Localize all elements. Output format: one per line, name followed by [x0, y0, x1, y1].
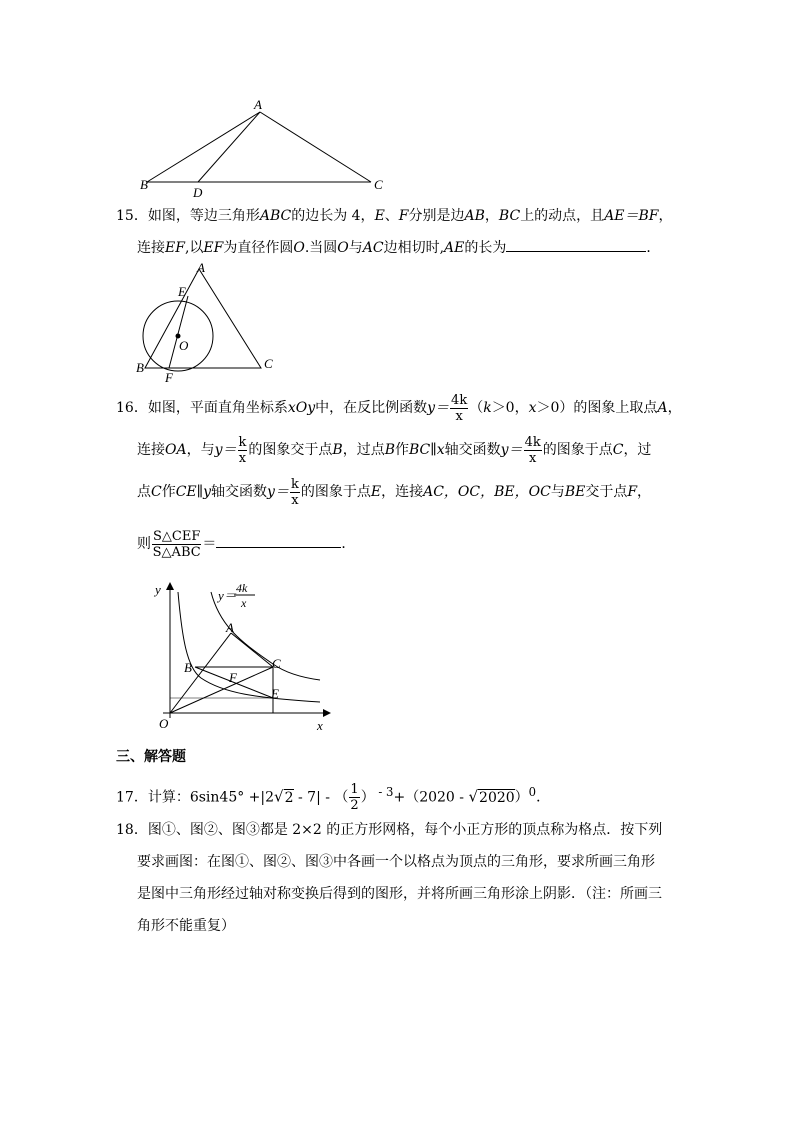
label-e: E	[178, 284, 186, 299]
segment-ac	[231, 633, 273, 667]
curve-label-num: 4k	[236, 581, 248, 595]
q16-line4: 则 $\frac{\text{S△CEF}}{\text{S△ABC}}$ ＝ ．	[137, 528, 356, 560]
q15-line1: 15．如图，等边三角形ABC的边长为 4，E、F分别是边AB，BC上的动点，且AE＝BF，	[116, 208, 673, 224]
curve-label-y: y＝	[218, 588, 237, 603]
label-c: C	[264, 356, 273, 371]
label-y-axis: y	[155, 582, 161, 597]
q17-line: 17．计算：6sin45° +|2√2 - 7| - （ $\frac{1}{2}$ ） $^{- 3}$+（2020 - √2020）$^0$．	[116, 782, 551, 814]
label-o: O	[159, 716, 169, 731]
label-b: B	[140, 177, 148, 192]
q17-number: 17．	[116, 789, 148, 806]
curve-label-den: x	[241, 596, 247, 610]
coordinate-graph-figure	[145, 578, 345, 738]
label-f: F	[229, 670, 237, 685]
label-a: A	[197, 260, 205, 275]
label-b: B	[136, 360, 144, 375]
answer-blank-16[interactable]	[216, 533, 341, 548]
q18-line3: 是图中三角形经过轴对称变换后得到的图形，并将所画三角形涂上阴影．（注：所画三	[137, 886, 662, 902]
triangle-abd-figure	[135, 95, 395, 200]
q18-line1: 18．图①、图②、图③都是 2×2 的正方形网格，每个小正方形的顶点称为格点．按下列	[116, 822, 663, 838]
circle-triangle-figure	[133, 260, 283, 385]
label-c: C	[374, 177, 383, 192]
section-heading: 三、解答题	[116, 749, 186, 765]
segment-ab	[147, 112, 260, 182]
label-d: D	[193, 185, 203, 200]
q18-number: 18．	[116, 822, 148, 838]
label-c: C	[272, 656, 281, 671]
triangle-abc	[145, 269, 261, 368]
q18-line4: 角形不能重复）	[137, 918, 235, 934]
label-e: E	[271, 686, 279, 701]
answer-blank-15[interactable]	[506, 237, 646, 252]
label-a: A	[226, 620, 234, 635]
x-axis-arrow	[323, 709, 331, 717]
q16-line1: 16．如图，平面直角坐标系xOy中，在反比例函数y＝ $\frac{4k}{x}$ （k＞0，x＞0）的图象上取点A，	[116, 392, 682, 424]
y-axis-arrow	[166, 582, 174, 590]
label-f: F	[165, 370, 173, 385]
q18-line2: 要求画图：在图①、图②、图③中各画一个以格点为顶点的三角形，要求所画三角形	[137, 854, 655, 870]
label-b: B	[184, 660, 192, 675]
q16-line2: 连接OA，与y＝ $\frac{k}{x}$ 的图象交于点B，过点B作BC∥x轴交函数y＝ $\frac{4k}{x}$ 的图象于点C，过	[137, 434, 652, 466]
q15-number: 15．	[116, 208, 148, 224]
label-a: A	[254, 97, 262, 112]
q16-line3: 点C作CE∥y轴交函数y＝ $\frac{k}{x}$ 的图象于点E，连接AC，OC，BE，OC与BE交于点F，	[137, 476, 652, 508]
q16-number: 16．	[116, 400, 148, 416]
segment-oa	[170, 633, 231, 713]
label-o: O	[179, 338, 189, 353]
q15-line2: 连接EF,以EF为直径作圆O.当圆O与AC边相切时,AE的长为 ．	[137, 237, 660, 258]
segment-ac	[260, 112, 371, 182]
segment-ad	[198, 112, 260, 182]
label-x-axis: x	[317, 718, 323, 733]
